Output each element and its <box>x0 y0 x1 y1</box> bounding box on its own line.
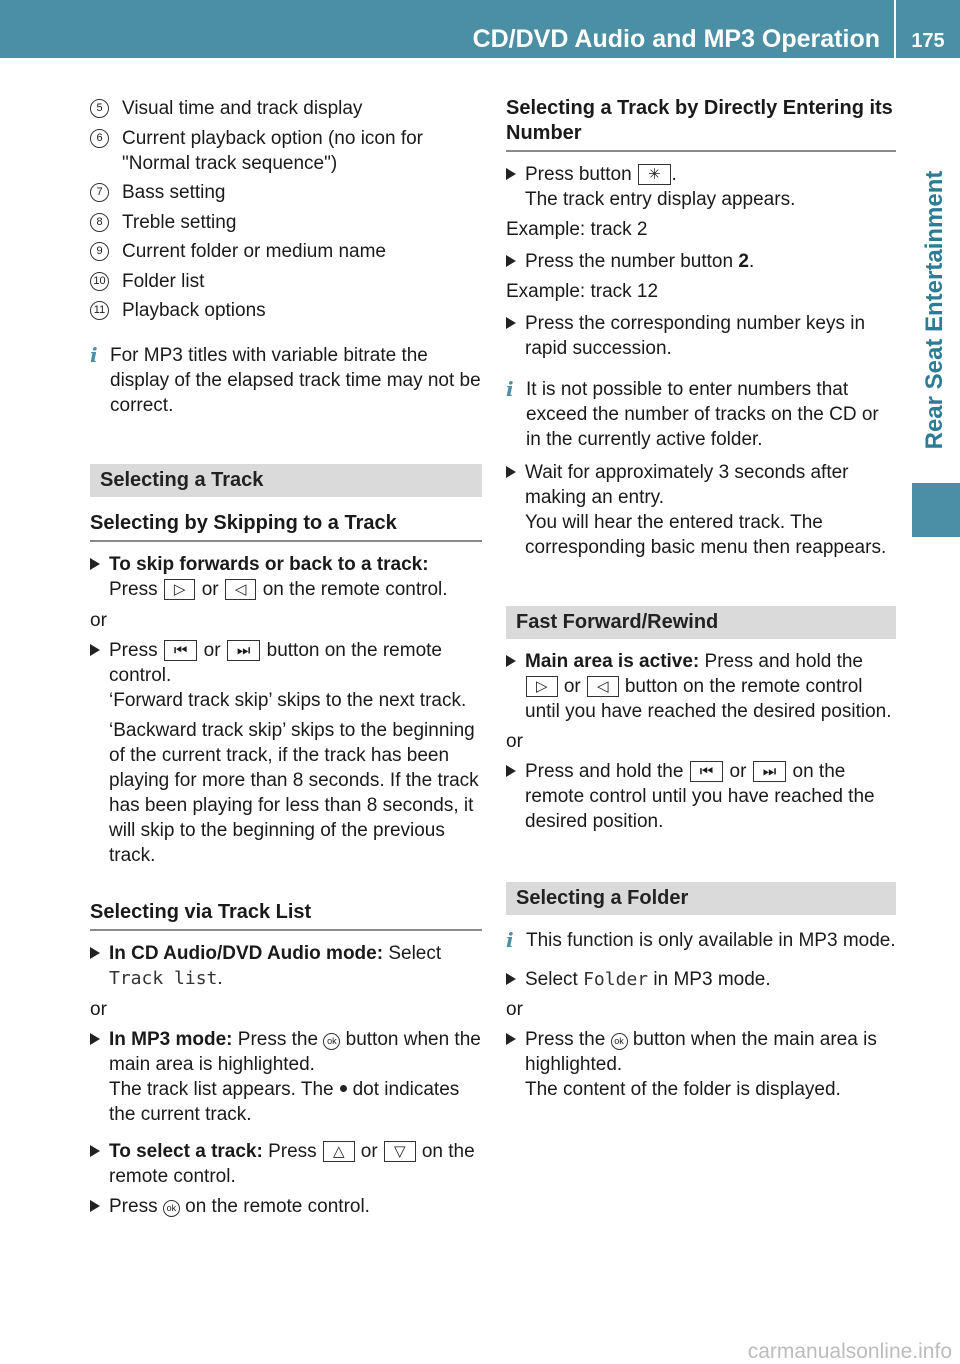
star-key-icon: ✳ <box>638 164 671 185</box>
subsection-heading: Selecting a Track by Directly Entering its Number <box>506 96 896 152</box>
skip-back-key-icon: ⏮ <box>164 640 198 661</box>
up-key-icon: △ <box>323 1141 355 1162</box>
skip-forward-key-icon: ⏭ <box>227 640 261 661</box>
info-note: i For MP3 titles with variable bitrate the display of the elapsed track time may not be correct. <box>90 343 481 416</box>
legend-item: 5 Visual time and track display <box>90 96 482 121</box>
right-column <box>506 96 896 1102</box>
subsection-heading: Selecting via Track List <box>90 900 482 931</box>
info-icon: i <box>90 343 98 367</box>
instruction-step: Select Folder in MP3 mode. <box>506 967 896 992</box>
callout-number: 7 <box>90 183 109 202</box>
instruction-step: Press the number button 2. <box>506 249 896 274</box>
callout-number: 8 <box>90 213 109 232</box>
side-section-label: Rear Seat Entertainment <box>921 170 948 450</box>
side-tab-marker <box>912 483 960 537</box>
play-left-key-icon: ◁ <box>225 579 257 600</box>
or-text: or <box>506 999 523 1020</box>
instruction-step: In MP3 mode: Press the ok button when the main area is highlighted. The track list appears. The dot indicates the current track. <box>90 1027 482 1127</box>
info-note: i This function is only available in MP3 mode. <box>506 928 896 952</box>
legend-item: 7 Bass setting <box>90 180 482 205</box>
ok-button-icon: ok <box>323 1033 340 1050</box>
info-icon: i <box>506 377 514 401</box>
down-key-icon: ▽ <box>384 1141 416 1162</box>
section-header: Selecting a Track <box>90 464 482 497</box>
legend-item: 11 Playback options <box>90 298 482 323</box>
callout-number: 6 <box>90 129 109 148</box>
instruction-step: Press the corresponding number keys in rapid succession. <box>506 311 896 361</box>
callout-number: 5 <box>90 99 109 118</box>
or-text: or <box>90 999 107 1020</box>
instruction-step: Press and hold the ⏮ or ⏭ on the remote control until you have reached the desired position. <box>506 759 896 834</box>
left-column <box>90 96 482 1219</box>
example-text: Example: track 12 <box>506 281 659 302</box>
legend-item: 8 Treble setting <box>90 210 482 235</box>
legend-item: 9 Current folder or medium name <box>90 239 482 264</box>
instruction-step: To skip forwards or back to a track: Press ▷ or ◁ on the remote control. <box>90 552 482 602</box>
or-text: or <box>506 731 523 752</box>
callout-number: 11 <box>90 301 109 320</box>
instruction-step: Wait for approximately 3 seconds after making an entry. You will hear the entered track. The corresponding basic menu then reappears. <box>506 460 896 560</box>
play-right-key-icon: ▷ <box>526 676 558 697</box>
section-header: Selecting a Folder <box>506 882 896 915</box>
instruction-step: Main area is active: Press and hold the ▷ or ◁ button on the remote control until you have reached the desired position. <box>506 649 896 724</box>
info-note: i It is not possible to enter numbers that exceed the number of tracks on the CD or in the currently active folder. <box>506 377 879 450</box>
page-number: 175 <box>911 30 945 52</box>
instruction-step: Press ⏮ or ⏭ button on the remote control. ‘Forward track skip’ skips to the next track. ‘Backward track skip’ skips to the beginning of the current track, if the track has been playing for more than 8 seconds. If the track has been playing for less than 8 seconds, it will skip to the beginning of the previous track. <box>90 638 482 868</box>
instruction-step: In CD Audio/DVD Audio mode: Select Track list. <box>90 941 482 991</box>
instruction-step: To select a track: Press △ or ▽ on the remote control. <box>90 1139 482 1189</box>
section-header: Fast Forward/Rewind <box>506 606 896 639</box>
callout-number: 9 <box>90 242 109 261</box>
subsection-heading: Selecting by Skipping to a Track <box>90 511 482 542</box>
ok-button-icon: ok <box>163 1200 180 1217</box>
play-left-key-icon: ◁ <box>587 676 619 697</box>
example-text: Example: track 2 <box>506 219 648 240</box>
callout-number: 10 <box>90 272 109 291</box>
watermark-footer: carmanualsonline.info <box>747 1340 952 1363</box>
skip-forward-key-icon: ⏭ <box>753 761 787 782</box>
ok-button-icon: ok <box>611 1033 628 1050</box>
or-text: or <box>90 610 107 631</box>
instruction-step: Press the ok button when the main area is highlighted. The content of the folder is displayed. <box>506 1027 896 1102</box>
page-header <box>0 0 960 58</box>
info-icon: i <box>506 928 514 952</box>
instruction-step: Press button ✳ . The track entry display appears. <box>506 162 896 212</box>
chapter-title: CD/DVD Audio and MP3 Operation <box>472 25 880 53</box>
menu-item-folder: Folder <box>583 969 649 990</box>
current-track-dot-icon <box>340 1085 347 1092</box>
play-right-key-icon: ▷ <box>164 579 196 600</box>
skip-back-key-icon: ⏮ <box>690 761 724 782</box>
instruction-step: Press ok on the remote control. <box>90 1194 482 1219</box>
legend-item: 6 Current playback option (no icon for "Normal track sequence") <box>90 126 482 176</box>
menu-item-track-list: Track list <box>109 968 218 989</box>
legend-item: 10 Folder list <box>90 269 482 294</box>
